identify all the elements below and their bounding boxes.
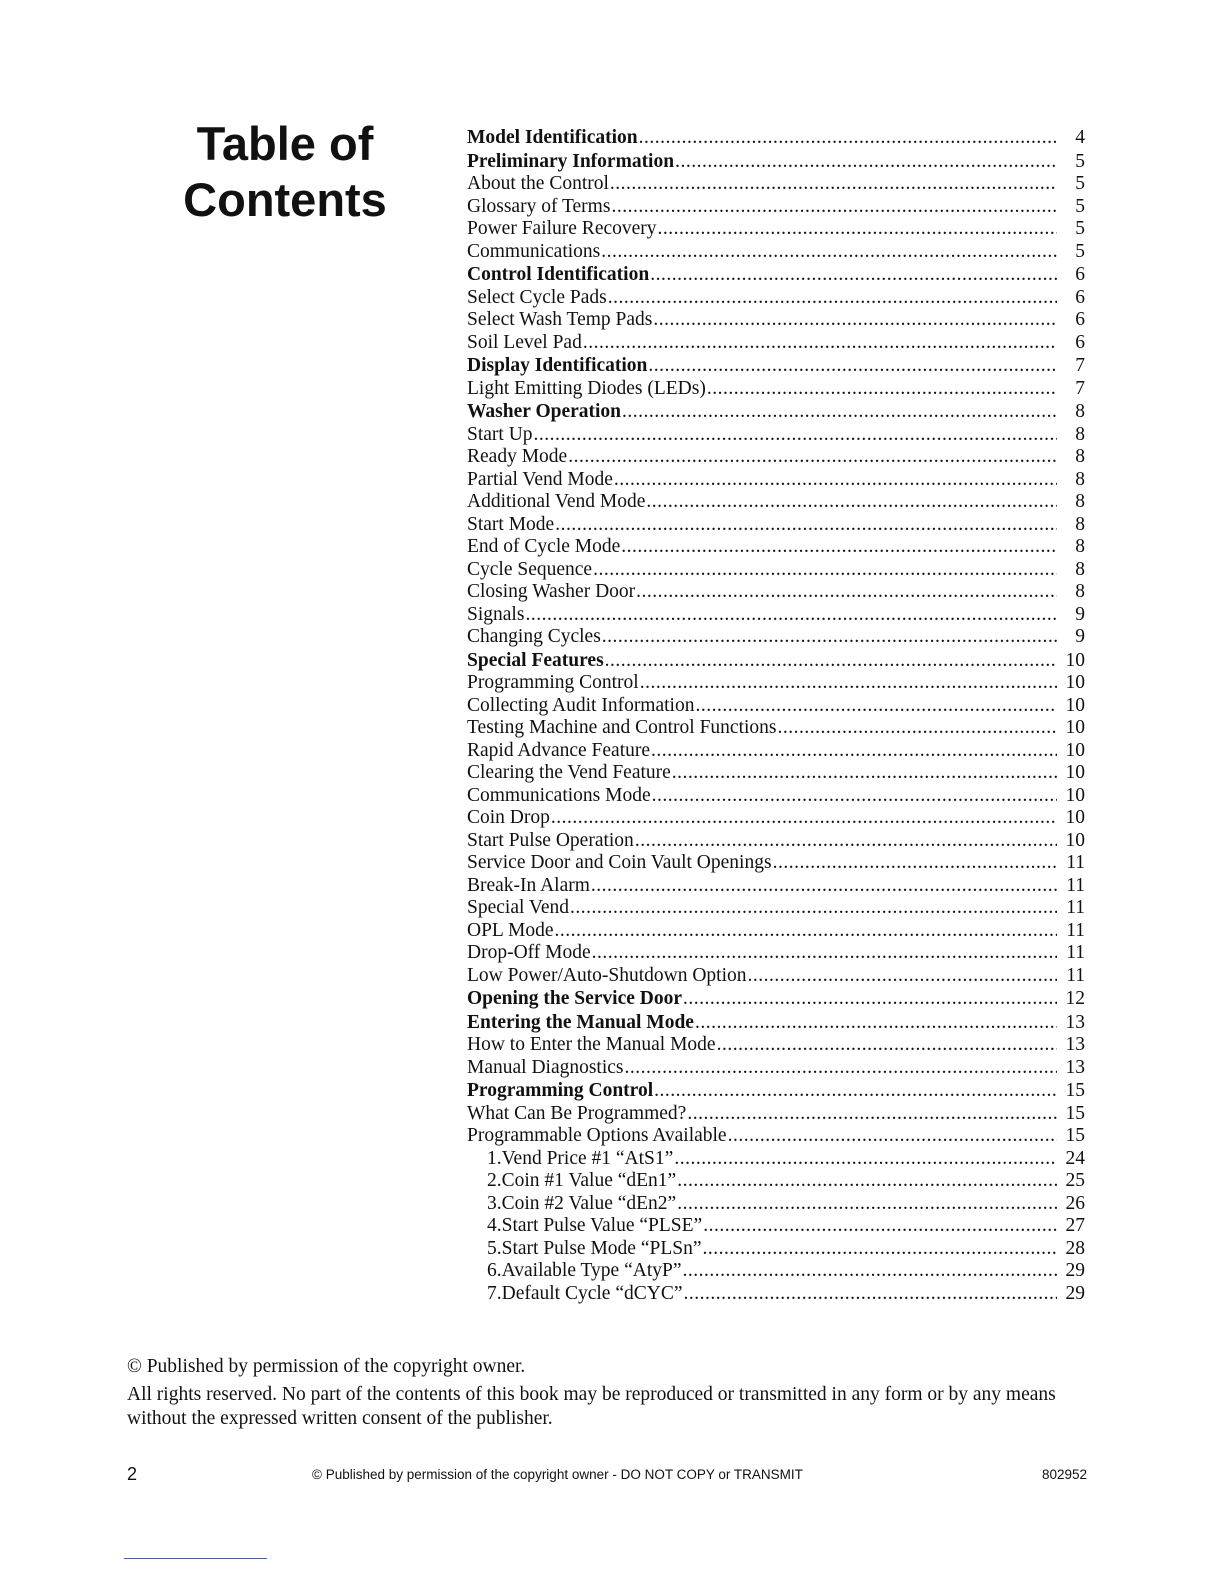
toc-entry-page: 25 [1065,1170,1085,1191]
toc-entry-page: 8 [1075,423,1085,445]
toc-entry-page: 9 [1075,626,1085,647]
toc-dot-leader [675,150,1057,174]
toc-dot-leader [646,491,1057,514]
toc-entry-title: Ready Mode [467,446,568,467]
toc-entry-page: 5 [1075,240,1085,262]
toc-dot-leader [654,1079,1057,1103]
toc-dot-leader [652,785,1057,808]
toc-entry-page: 7 [1075,355,1085,376]
toc-entry-title: Signals [467,603,525,625]
toc-entry[interactable] [467,1260,1085,1283]
toc-entry[interactable] [467,332,1085,355]
toc-dot-leader [555,514,1057,537]
toc-dot-leader [748,965,1058,988]
toc-dot-leader [695,1011,1057,1035]
toc-entry-page: 9 [1075,603,1085,625]
toc-dot-leader [534,424,1057,447]
toc-entry-title: Additional Vend Mode [467,491,646,512]
toc-entry[interactable] [467,424,1085,447]
toc-entry-title: Opening the Service Door [467,988,683,1009]
toc-dot-leader [683,987,1057,1011]
toc-entry-page: 13 [1065,1011,1085,1033]
toc-entry-title: About the Control [467,173,609,194]
toc-entry-page: 5 [1075,150,1085,172]
toc-entry-page: 8 [1075,401,1085,422]
toc-dot-leader [602,626,1057,649]
toc-entry-title: Control Identification [467,264,650,285]
toc-entry-title: Select Cycle Pads [467,286,607,308]
toc-entry-page: 12 [1065,988,1085,1009]
toc-entry-page: 29 [1065,1260,1085,1281]
toc-entry[interactable] [467,649,1085,673]
toc-entry-title: Washer Operation [467,401,622,422]
toc-dot-leader [683,1260,1058,1283]
table-of-contents [467,126,1085,1305]
toc-entry[interactable] [467,400,1085,424]
toc-entry-page: 27 [1065,1215,1085,1236]
copyright-line: © Published by permission of the copyright owner. [127,1356,526,1377]
toc-entry-title: Start Pulse Mode “PLSn” [501,1237,702,1259]
toc-entry[interactable] [467,1103,1085,1126]
toc-dot-leader [648,354,1057,378]
toc-entry[interactable] [467,942,1085,965]
toc-dot-leader [717,1034,1057,1057]
toc-entry-title: Light Emitting Diodes (LEDs) [467,377,706,399]
toc-entry[interactable] [467,581,1085,604]
toc-entry-title: Start Up [467,423,533,445]
toc-dot-leader [525,604,1057,627]
page-footer [127,1464,1087,1486]
toc-entry-title: Communications [467,240,601,262]
toc-entry-page: 10 [1065,762,1085,783]
toc-entry-page: 13 [1065,1056,1085,1078]
toc-entry[interactable] [467,604,1085,627]
toc-entry[interactable] [467,1079,1085,1103]
toc-entry-number: 5. [487,1237,502,1259]
toc-entry[interactable] [467,446,1085,469]
toc-dot-leader [703,1215,1057,1238]
toc-entry-title: How to Enter the Manual Mode [467,1034,716,1055]
toc-entry-title: Coin #1 Value “dEn1” [501,1170,677,1191]
toc-entry[interactable] [467,920,1085,943]
toc-dot-leader [608,287,1057,310]
toc-entry-title: Special Vend [467,897,569,918]
toc-entry-page: 11 [1066,852,1085,873]
toc-entry-title: Entering the Manual Mode [467,1011,694,1033]
toc-entry-title: Default Cycle “dCYC” [501,1282,683,1304]
toc-entry-number: 7. [487,1282,502,1304]
toc-entry-title: Communications Mode [467,784,651,806]
footer-copyright-notice: © Published by permission of the copyright owner - DO NOT COPY or TRANSMIT [312,1467,803,1482]
toc-entry[interactable] [467,785,1085,808]
toc-dot-leader [677,1170,1057,1193]
toc-dot-leader [554,920,1057,943]
toc-entry[interactable] [467,695,1085,718]
toc-dot-leader [773,852,1057,875]
toc-entry-title: Special Features [467,649,604,671]
toc-entry[interactable] [467,378,1085,401]
toc-dot-leader [551,807,1057,830]
toc-entry-title: Available Type “AtyP” [501,1260,682,1281]
toc-entry-page: 8 [1075,468,1085,490]
toc-entry-page: 8 [1075,558,1085,580]
toc-entry-title: Coin #2 Value “dEn2” [501,1192,677,1214]
heading-line-2: Contents [183,173,387,226]
toc-entry[interactable] [467,1148,1085,1171]
toc-entry[interactable] [467,287,1085,310]
toc-entry[interactable] [467,717,1085,740]
toc-entry[interactable] [467,672,1085,695]
toc-entry[interactable] [467,196,1085,219]
toc-entry-title: Soil Level Pad [467,331,582,353]
toc-dot-leader [583,332,1057,355]
toc-entry-title: Low Power/Auto-Shutdown Option [467,964,747,986]
toc-entry-page: 26 [1065,1192,1085,1214]
toc-dot-leader [640,672,1057,695]
toc-entry-title: Clearing the Vend Feature [467,762,671,783]
copyright-block [127,1355,1087,1435]
toc-entry-page: 11 [1066,874,1085,896]
toc-entry[interactable] [467,218,1085,241]
rights-reserved-text: All rights reserved. No part of the contents of this book may be reproduced or transmitted in any form or by any means without the expressed written consent of the publisher. [127,1384,1056,1429]
toc-entry[interactable] [467,1215,1085,1238]
toc-entry-title: Closing Washer Door [467,581,636,602]
toc-entry-page: 10 [1065,829,1085,851]
toc-entry[interactable] [467,514,1085,537]
toc-dot-leader [674,1148,1057,1171]
toc-entry-title: Manual Diagnostics [467,1056,624,1078]
toc-entry-page: 10 [1065,739,1085,761]
toc-entry-title: Preliminary Information [467,150,675,172]
toc-entry[interactable] [467,965,1085,988]
toc-entry-page: 11 [1066,964,1085,986]
link-underline [124,1558,267,1559]
toc-entry[interactable] [467,740,1085,763]
toc-entry-title: Glossary of Terms [467,195,611,217]
toc-entry[interactable] [467,1125,1085,1148]
toc-dot-leader [568,446,1057,469]
toc-entry-page: 11 [1066,942,1085,963]
toc-entry-page: 10 [1065,784,1085,806]
toc-entry-page: 5 [1075,173,1085,194]
toc-entry-page: 4 [1075,127,1085,148]
toc-entry-page: 8 [1075,446,1085,467]
toc-entry-page: 8 [1075,581,1085,602]
toc-dot-leader [658,218,1057,241]
toc-entry-page: 7 [1075,377,1085,399]
toc-dot-leader [592,942,1057,965]
toc-entry[interactable] [467,807,1085,830]
toc-entry-title: Testing Machine and Control Functions [467,717,777,738]
toc-dot-leader [728,1125,1057,1148]
toc-entry-title: Service Door and Coin Vault Openings [467,852,772,873]
toc-entry-page: 5 [1075,195,1085,217]
toc-dot-leader [635,830,1057,853]
toc-entry-page: 6 [1075,286,1085,308]
toc-entry-number: 3. [487,1192,502,1214]
toc-entry-title: Model Identification [467,127,638,148]
toc-entry-page: 28 [1065,1237,1085,1259]
toc-entry-number: 2. [487,1170,502,1191]
toc-dot-leader [621,536,1057,559]
toc-entry[interactable] [467,897,1085,920]
toc-entry-page: 6 [1075,309,1085,330]
toc-entry[interactable] [467,354,1085,378]
toc-entry-page: 10 [1065,672,1085,693]
toc-entry[interactable] [467,1011,1085,1035]
toc-entry-title: Start Mode [467,513,555,535]
toc-dot-leader [636,581,1057,604]
toc-entry[interactable] [467,875,1085,898]
toc-entry[interactable] [467,852,1085,875]
toc-dot-leader [703,1238,1058,1261]
toc-entry-page: 15 [1065,1125,1085,1146]
toc-entry[interactable] [467,1057,1085,1080]
toc-entry-page: 10 [1065,807,1085,828]
toc-entry[interactable] [467,309,1085,332]
toc-entry-number: 6. [487,1260,502,1281]
toc-entry-title: What Can Be Programmed? [467,1102,687,1124]
toc-entry[interactable] [467,762,1085,785]
toc-entry-number: 1. [487,1147,502,1169]
toc-entry[interactable] [467,830,1085,853]
toc-dot-leader [684,1283,1058,1306]
toc-entry-page: 8 [1075,513,1085,535]
toc-dot-leader [707,378,1057,401]
toc-entry[interactable] [467,1170,1085,1193]
toc-entry-title: Vend Price #1 “AtS1” [501,1147,674,1169]
footer-page-number: 2 [127,1464,138,1484]
toc-entry-page: 10 [1065,649,1085,671]
toc-entry-title: Display Identification [467,355,648,376]
toc-entry[interactable] [467,173,1085,196]
toc-dot-leader [650,263,1057,287]
toc-dot-leader [651,740,1057,763]
toc-dot-leader [605,649,1057,673]
toc-entry[interactable] [467,987,1085,1011]
toc-entry-title: Collecting Audit Information [467,694,695,716]
toc-entry-page: 5 [1075,218,1085,239]
toc-dot-leader [570,897,1057,920]
toc-dot-leader [625,1057,1057,1080]
toc-entry-title: Power Failure Recovery [467,218,657,239]
toc-entry[interactable] [467,126,1085,150]
toc-entry-page: 6 [1075,264,1085,285]
toc-entry[interactable] [467,150,1085,174]
toc-entry[interactable] [467,491,1085,514]
toc-entry[interactable] [467,1193,1085,1216]
toc-entry-title: OPL Mode [467,919,554,941]
toc-entry[interactable] [467,559,1085,582]
toc-entry-page: 11 [1066,897,1085,918]
toc-entry-title: Break-In Alarm [467,874,590,896]
toc-entry-title: Partial Vend Mode [467,468,613,490]
toc-entry-page: 8 [1075,536,1085,557]
toc-entry-title: Coin Drop [467,807,550,828]
toc-dot-leader [622,400,1057,424]
toc-entry-title: Changing Cycles [467,626,601,647]
toc-entry[interactable] [467,1034,1085,1057]
toc-entry[interactable] [467,1238,1085,1261]
toc-entry-title: Start Pulse Value “PLSE” [501,1215,703,1236]
toc-entry-number: 4. [487,1215,502,1236]
footer-document-number: 802952 [1041,1467,1087,1482]
toc-entry-title: Programming Control [467,1080,654,1101]
toc-entry-title: Programmable Options Available [467,1125,727,1146]
toc-entry-page: 10 [1065,717,1085,738]
toc-entry-page: 11 [1066,919,1085,941]
toc-entry[interactable] [467,469,1085,492]
toc-entry[interactable] [467,536,1085,559]
toc-entry[interactable] [467,1283,1085,1306]
toc-entry-title: Rapid Advance Feature [467,739,651,761]
toc-dot-leader [591,875,1057,898]
toc-entry-page: 24 [1065,1147,1085,1169]
toc-dot-leader [611,196,1057,219]
toc-entry-title: Drop-Off Mode [467,942,591,963]
toc-entry-title: Start Pulse Operation [467,829,634,851]
toc-dot-leader [601,241,1057,264]
toc-entry-page: 6 [1075,331,1085,353]
toc-entry-title: Select Wash Temp Pads [467,309,653,330]
toc-dot-leader [677,1193,1057,1216]
toc-entry[interactable] [467,241,1085,264]
toc-entry-page: 15 [1065,1080,1085,1101]
page-heading [150,116,420,228]
toc-entry-title: End of Cycle Mode [467,536,621,557]
toc-entry-page: 8 [1075,491,1085,512]
toc-entry-page: 29 [1065,1282,1085,1304]
toc-dot-leader [672,762,1057,785]
toc-entry-page: 10 [1065,694,1085,716]
toc-dot-leader [639,126,1057,150]
toc-dot-leader [614,469,1057,492]
toc-dot-leader [695,695,1057,718]
toc-entry-page: 13 [1065,1034,1085,1055]
toc-entry-title: Programming Control [467,672,639,693]
toc-entry[interactable] [467,263,1085,287]
toc-entry-page: 15 [1065,1102,1085,1124]
toc-entry-title: Cycle Sequence [467,558,593,580]
toc-dot-leader [687,1103,1057,1126]
toc-dot-leader [610,173,1057,196]
toc-dot-leader [653,309,1057,332]
toc-entry[interactable] [467,626,1085,649]
toc-dot-leader [593,559,1057,582]
heading-line-1: Table of [196,117,374,170]
toc-dot-leader [778,717,1057,740]
